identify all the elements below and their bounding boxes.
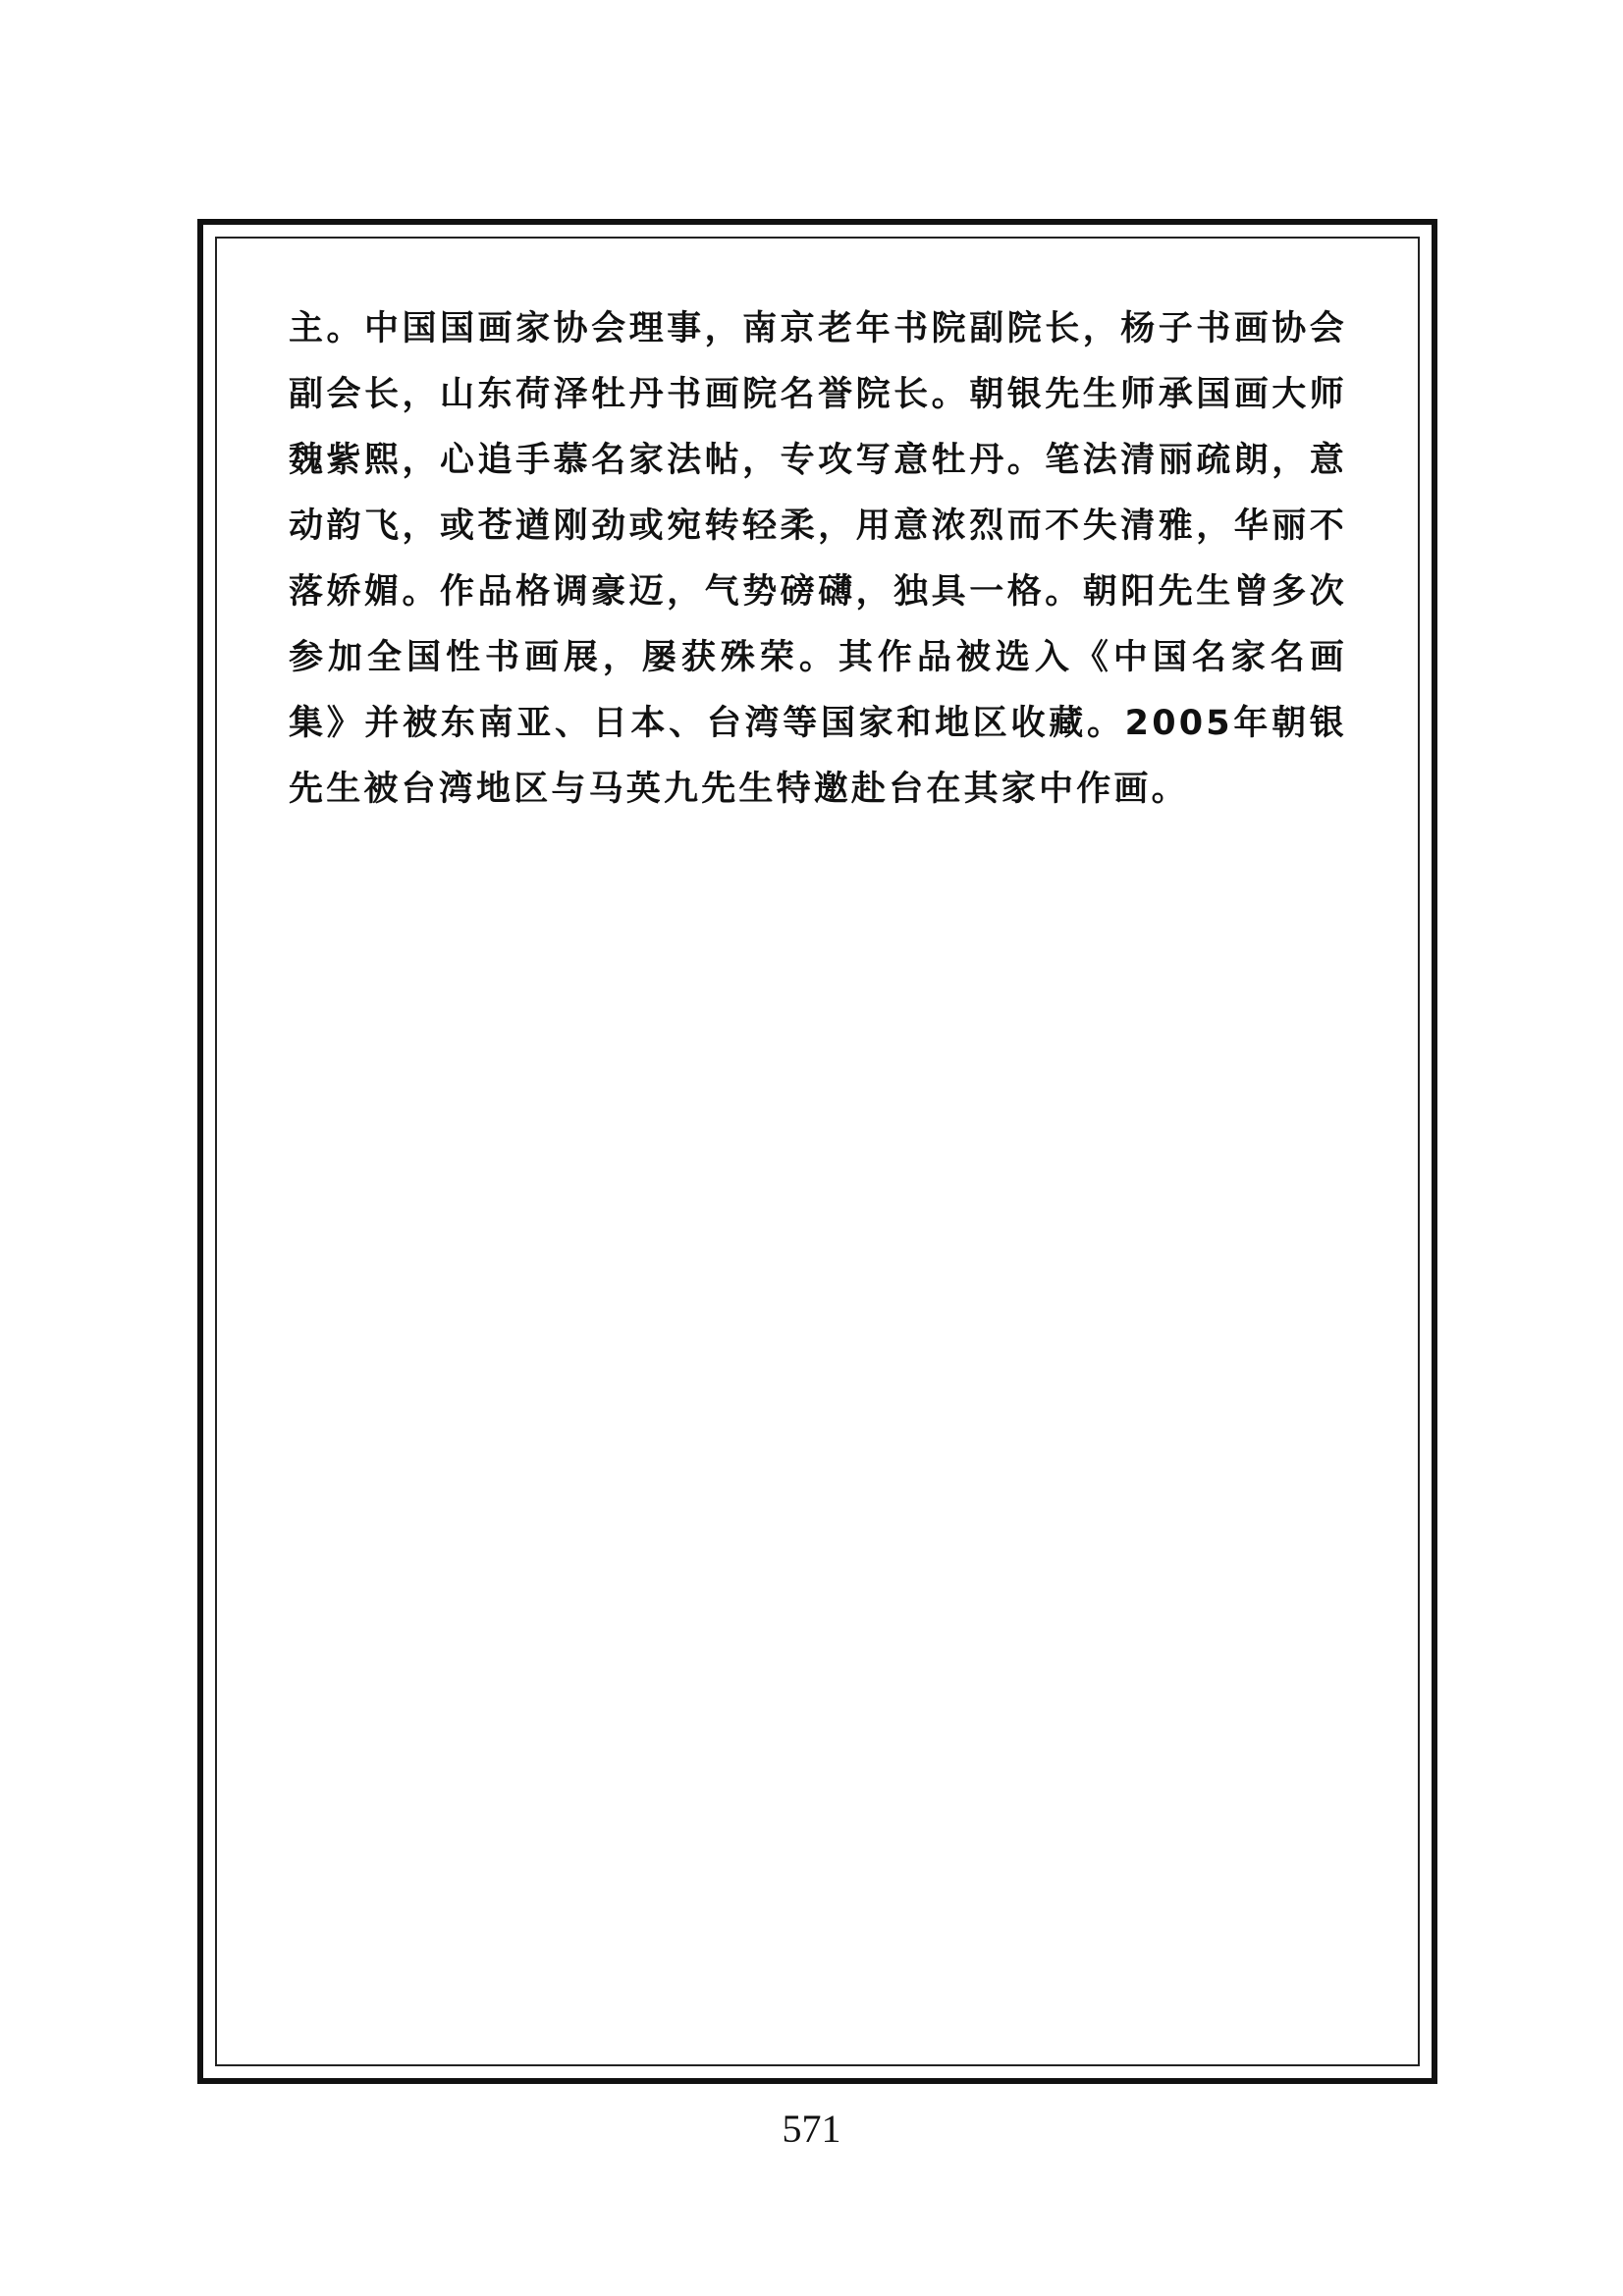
body-paragraph: 主。中国国画家协会理事，南京老年书院副院长，杨子书画协会副会长，山东荷泽牡丹书画院名誉院长。朝银先生师承国画大师魏紫熙，心追手慕名家法帖，专攻写意牡丹。笔法清丽疏朗，意动韵飞，或苍遒刚劲或宛转轻柔，用意浓烈而不失清雅，华丽不落娇媚。作品格调豪迈，气势磅礴，独具一格。朝阳先生曾多次参加全国性书画展，屡获殊荣。其作品被选入《中国名家名画集》并被东南亚、日本、台湾等国家和地区收藏。2005年朝银先生被台湾地区与马英九先生特邀赴台在其家中作画。	[289, 309, 1347, 809]
page-number: 571	[782, 2107, 841, 2151]
